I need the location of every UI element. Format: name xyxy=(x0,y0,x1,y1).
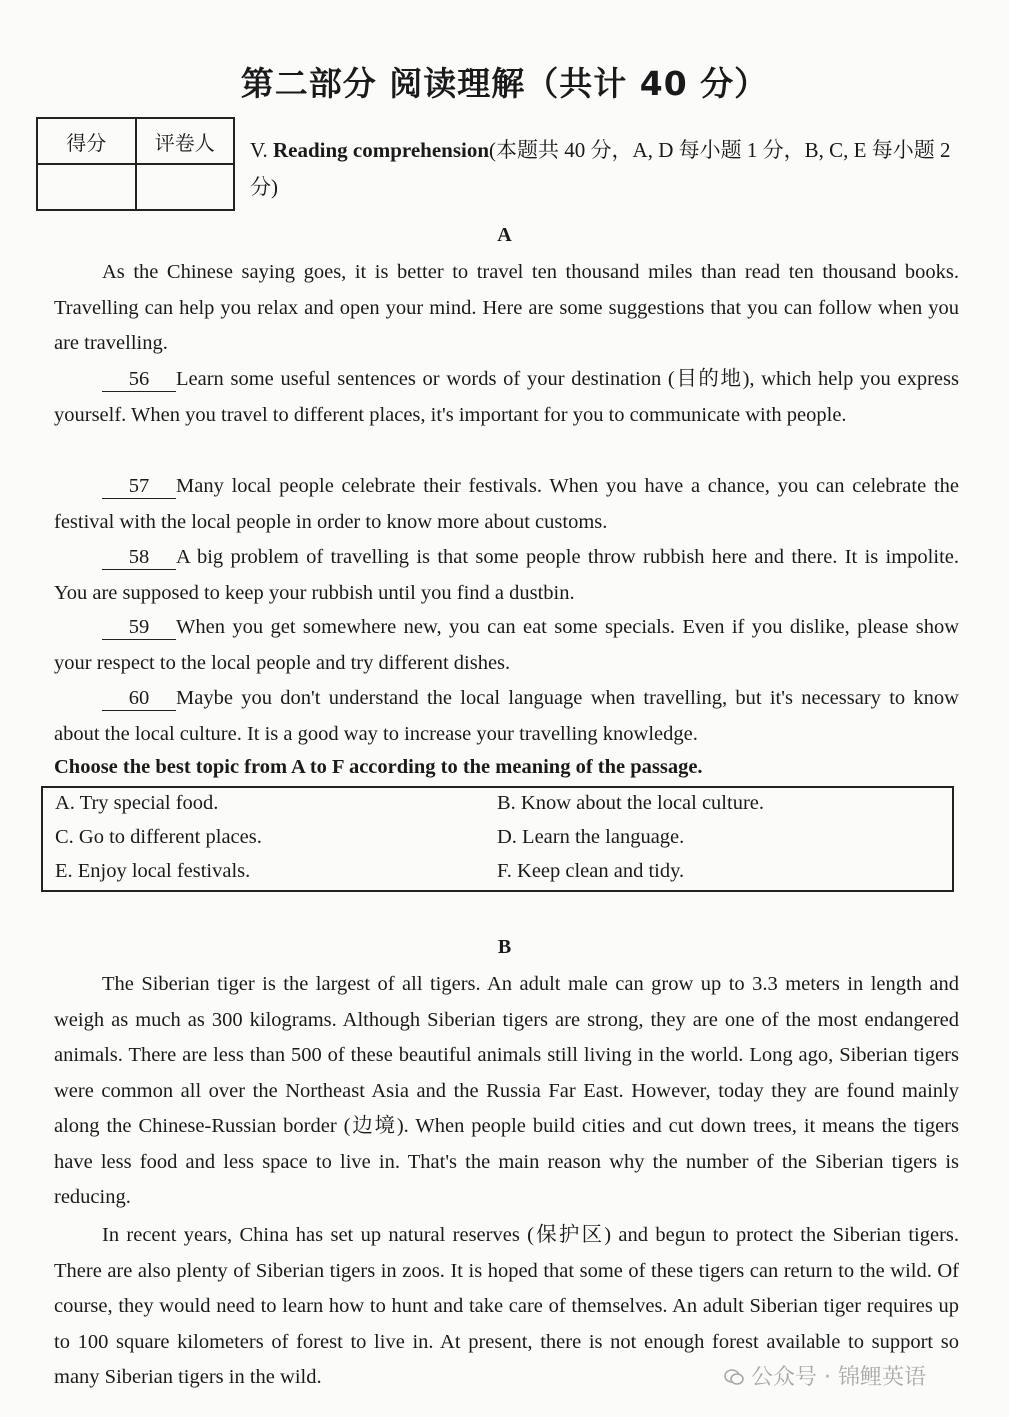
score-cell xyxy=(37,164,136,210)
item-60 xyxy=(54,681,959,752)
option-f: F. Keep clean and tidy. xyxy=(497,860,685,882)
grader-cell xyxy=(136,164,235,210)
section-heading xyxy=(250,132,970,206)
item-58 xyxy=(54,540,959,611)
item-57 xyxy=(54,469,959,540)
watermark xyxy=(724,1360,926,1391)
part-b-paragraph-2: In recent years, China has set up natural reserves (保护区) and begun to protect the Siberian tigers. There are also plenty of Siberian tigers in zoos. It is hoped that some of these tigers can return to the wild. Of course, they would need to learn how to hunt and take care of themselves. An adult Siberian tiger requires up to 100 square kilometers of forest to live in. At present, there is not enough forest available to support so many Siberian tigers in the wild. xyxy=(54,1224,959,1388)
blank-60[interactable]: 60 xyxy=(102,686,176,711)
options-box xyxy=(41,786,954,892)
part-a-label: A xyxy=(497,224,512,246)
section-title: Reading comprehension xyxy=(272,138,490,162)
instruction: Choose the best topic from A to F according to the meaning of the passage. xyxy=(54,756,703,778)
blank-58[interactable]: 58 xyxy=(102,545,176,570)
option-c: C. Go to different places. xyxy=(55,826,262,848)
score-table xyxy=(36,117,235,211)
item-59 xyxy=(54,610,959,681)
blank-57[interactable]: 57 xyxy=(102,474,176,499)
blank-56[interactable]: 56 xyxy=(102,367,176,392)
page-title: 第二部分 阅读理解（共计 40 分） xyxy=(240,64,769,103)
part-b-label: B xyxy=(497,936,512,958)
item-59-text: When you get somewhere new, you can eat some specials. Even if you dislike, please show your respect to the local people and try different dishes. xyxy=(54,616,959,674)
blank-59[interactable]: 59 xyxy=(102,615,176,640)
grader-header: 评卷人 xyxy=(136,118,235,164)
item-56-text: Learn some useful sentences or words of your destination (目的地), which help you express yourself. When you travel to different places, it's important for you to communicate with people. xyxy=(54,368,959,426)
item-60-text: Maybe you don't understand the local language when travelling, but it's necessary to know about the local culture. It is a good way to increase your travelling knowledge. xyxy=(54,687,959,745)
option-d: D. Learn the language. xyxy=(497,826,685,848)
part-a-intro: As the Chinese saying goes, it is better to travel ten thousand miles than read ten thousand books. Travelling can help you relax and open your mind. Here are some suggestions that you can follow when you are travelling. xyxy=(54,261,959,354)
item-56 xyxy=(54,362,959,433)
item-58-text: A big problem of travelling is that some people throw rubbish here and there. It is impolite. You are supposed to keep your rubbish until you find a dustbin. xyxy=(54,546,959,604)
score-header: 得分 xyxy=(37,118,136,164)
section-note: (本题共 40 分，A, D 每小题 1 分，B, C, E 每小题 2 分) xyxy=(250,138,951,199)
section-prefix: V. xyxy=(250,138,268,162)
option-a: A. Try special food. xyxy=(55,792,219,814)
option-e: E. Enjoy local festivals. xyxy=(55,860,251,882)
wechat-icon xyxy=(724,1368,744,1386)
part-b-paragraph-1: The Siberian tiger is the largest of all tigers. An adult male can grow up to 3.3 meters in length and weigh as much as 300 kilograms. Although Siberian tigers are strong, they are one of the most endangered animals. There are less than 500 of these beautiful animals still living in the world. Long ago, Siberian tigers were common all over the Northeast Asia and the Russia Far East. However, today they are found mainly along the Chinese-Russian border (边境). When people build cities and cut down trees, it means the tigers have less food and less space to live in. That's the main reason why the number of the Siberian tigers is reducing. xyxy=(54,973,959,1208)
watermark-text: 公众号 · 锦鲤英语 xyxy=(751,1365,926,1390)
option-b: B. Know about the local culture. xyxy=(497,792,765,814)
item-57-text: Many local people celebrate their festivals. When you have a chance, you can celebrate the festival with the local people in order to know more about customs. xyxy=(54,475,959,533)
